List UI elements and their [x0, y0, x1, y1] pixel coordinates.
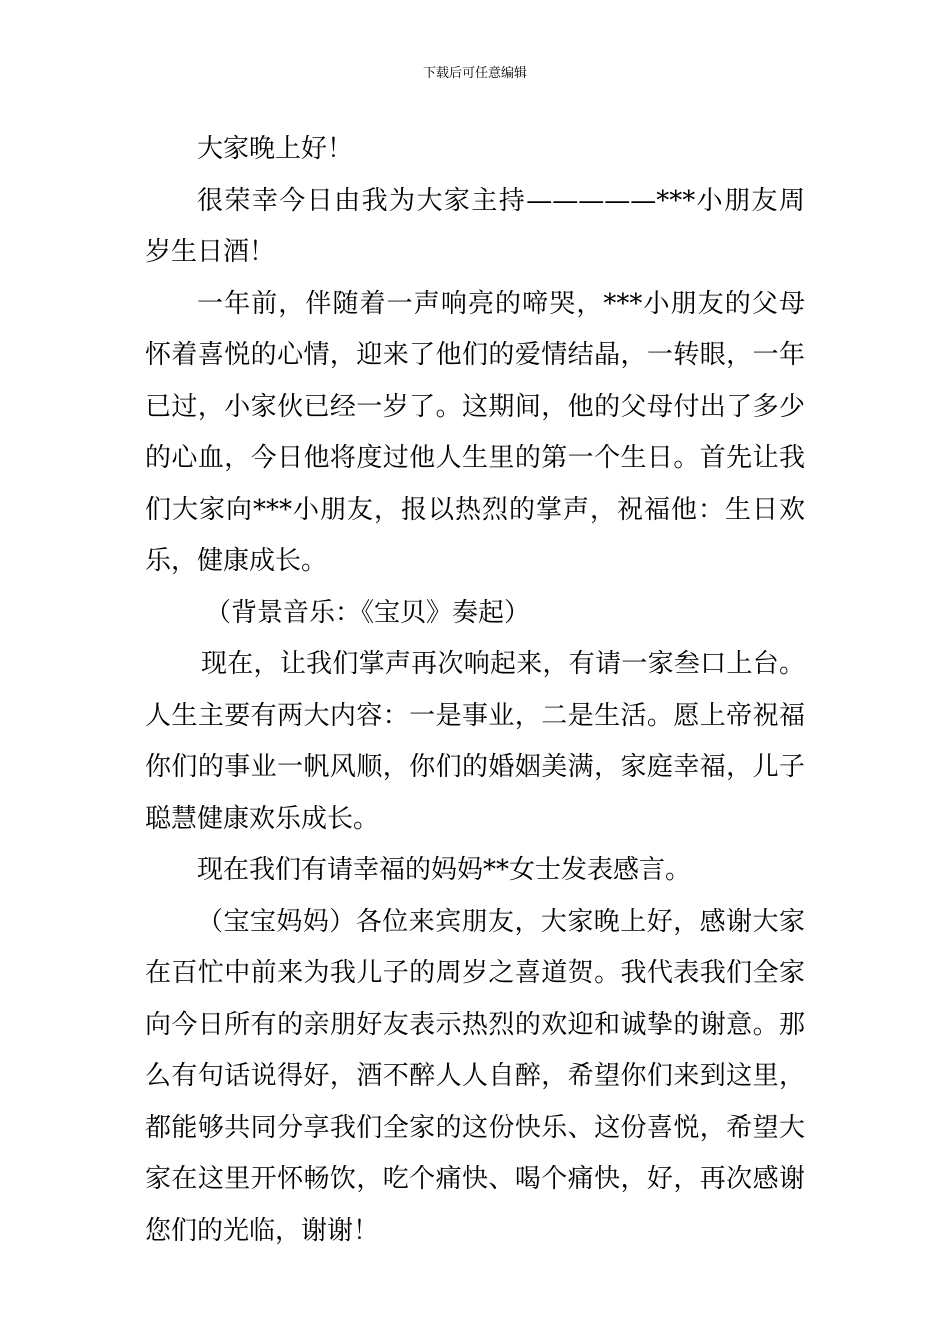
mother-speech-paragraph: （宝宝妈妈）各位来宾朋友，大家晚上好，感谢大家在百忙中前来为我儿子的周岁之喜道贺。我代表我们全家向今日所有的亲朋好友表示热烈的欢迎和诚挚的谢意。那么有句话说得好，酒不醉人人自醉，希望你们来到这里，都能够共同分享我们全家的这份快乐、这份喜悦，希望大家在这里开怀畅饮，吃个痛快、喝个痛快，好，再次感谢您们的光临，谢谢！ — [145, 906, 805, 1246]
mother-invite-paragraph: 现在我们有请幸福的妈妈**女士发表感言。 — [197, 855, 692, 885]
greeting-paragraph: 大家晚上好！ — [197, 134, 354, 164]
document-body — [145, 124, 805, 1257]
host-intro-paragraph: 很荣幸今日由我为大家主持—————***小朋友周岁生日酒！ — [145, 185, 805, 267]
family-on-stage-paragraph: 现在，让我们掌声再次响起来，有请一家叁口上台。人生主要有两大内容：一是事业，二是生活。愿上帝祝福你们的事业一帆风顺，你们的婚姻美满，家庭幸福，儿子聪慧健康欢乐成长。 — [145, 649, 805, 834]
birthday-story-paragraph: 一年前，伴随着一声响亮的啼哭，***小朋友的父母怀着喜悦的心情，迎来了他们的爱情结晶，一转眼，一年已过，小家伙已经一岁了。这期间，他的父母付出了多少的心血，今日他将度过他人生里的第一个生日。首先让我们大家向***小朋友，报以热烈的掌声，祝福他：生日欢乐，健康成长。 — [145, 288, 805, 576]
music-cue-paragraph: （背景音乐：《宝贝》奏起） — [205, 597, 531, 628]
page-header: 下载后可任意编辑 — [422, 66, 527, 81]
